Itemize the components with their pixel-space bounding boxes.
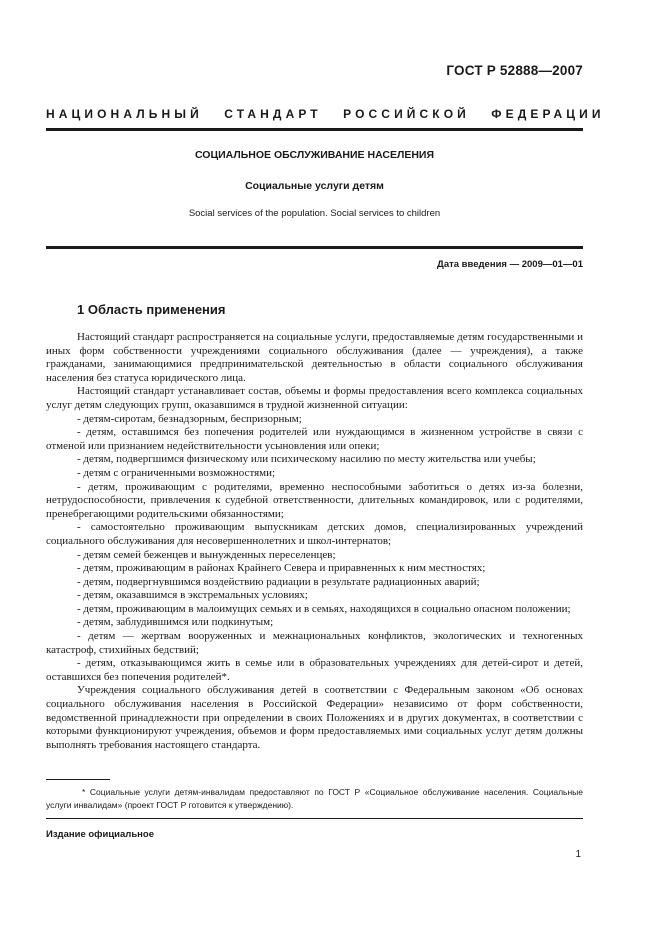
- footer-rule: [46, 818, 583, 819]
- list-item: - детям — жертвам вооруженных и межнациональных конфликтов, экологических и техногенных катастроф, стихийных бедствий;: [46, 630, 583, 656]
- list-item: - детям, оказавшимся в экстремальных условиях;: [77, 589, 308, 602]
- paragraph: Настоящий стандарт распространяется на социальные услуги, предоставляемые детям государственными и иных форм собственности учреждениями социального обслуживания (далее — учреждения), а также гражданами, занимающимися предпринимательской деятельностью в области социального обслуживания населения без статуса юридического лица.: [46, 331, 583, 384]
- list-item: - детям, оставшимся без попечения родителей или нуждающимся в жизненном устройстве в связи с отменой или признанием недействительности усыновления или опеки;: [46, 426, 583, 452]
- list-item: - детям-сиротам, безнадзорным, беспризорным;: [77, 412, 302, 425]
- page-number: 1: [575, 849, 581, 860]
- list-item: - самостоятельно проживающим выпускникам детских домов, специализированных учреждений социального обслуживания для несовершеннолетних и школ-интернатов;: [46, 521, 583, 547]
- title-rule: [46, 246, 583, 249]
- header-rule: [46, 128, 583, 131]
- standard-banner: НАЦИОНАЛЬНЫЙ СТАНДАРТ РОССИЙСКОЙ ФЕДЕРАЦИИ: [46, 107, 605, 121]
- list-item: - детям с ограниченными возможностями;: [77, 466, 276, 479]
- document-title: СОЦИАЛЬНОЕ ОБСЛУЖИВАНИЕ НАСЕЛЕНИЯ: [194, 149, 435, 161]
- paragraph: Учреждения социального обслуживания детей в соответствии с Федеральным законом «Об основах социального обслуживания населения в Российской Федерации» независимо от форм собственности, ведомственной принадлежности при определении в своих Положениях и в других документах, в соответствии с которыми функционируют учреждения, объемов и форм предоставляемых ими социальных услуг детям должны выполнять требования настоящего стандарта.: [46, 684, 583, 751]
- edition-label: Издание официальное: [46, 829, 154, 840]
- document-code: ГОСТ Р 52888—2007: [446, 63, 583, 78]
- list-item: - детям, заблудившимся или подкинутым;: [77, 616, 274, 629]
- list-item: - детям, подвергнувшимся воздействию радиации в результате радиационных аварий;: [77, 575, 480, 588]
- footnote-rule: [46, 779, 110, 780]
- footnote: * Социальные услуги детям-инвалидам предоставляют по ГОСТ Р «Социальное обслуживание населения. Социальные услуги инвалидам» (проект ГОСТ Р готовится к утверждению).: [46, 787, 583, 810]
- list-item: - детям, проживающим в районах Крайнего Севера и приравненных к ним местностях;: [77, 562, 486, 575]
- introduction-date: Дата введения — 2009—01—01: [437, 259, 583, 270]
- list-item: - детям, проживающим с родителями, временно неспособными заботиться о детях из-за болезни, нетрудоспособности, привлечения к судебной ответственности, длительных командировок, или с родителями, пренебрегающими родительскими обязанностями;: [46, 480, 583, 520]
- paragraph: Настоящий стандарт устанавливает состав, объемы и формы предоставления всего комплекса социальных услуг детям следующих групп, оказавшимся в трудной жизненной ситуации:: [46, 385, 583, 411]
- list-item: - детям, отказывающимся жить в семье или в образовательных учреждениях для детей-сирот и детей, оставшихся без попечения родителей*.: [46, 657, 583, 683]
- section-heading: 1 Область применения: [77, 302, 226, 317]
- list-item: - детям семей беженцев и вынужденных переселенцев;: [77, 548, 336, 561]
- document-subtitle: Социальные услуги детям: [245, 180, 384, 192]
- english-title: Social services of the population. Social services to children: [188, 208, 441, 219]
- section-body: [46, 331, 583, 752]
- list-item: - детям, проживающим в малоимущих семьях и в семьях, находящихся в социально опасном положении;: [77, 602, 571, 615]
- list-item: - детям, подвергшимся физическому или психическому насилию по месту жительства или учебы;: [77, 453, 536, 466]
